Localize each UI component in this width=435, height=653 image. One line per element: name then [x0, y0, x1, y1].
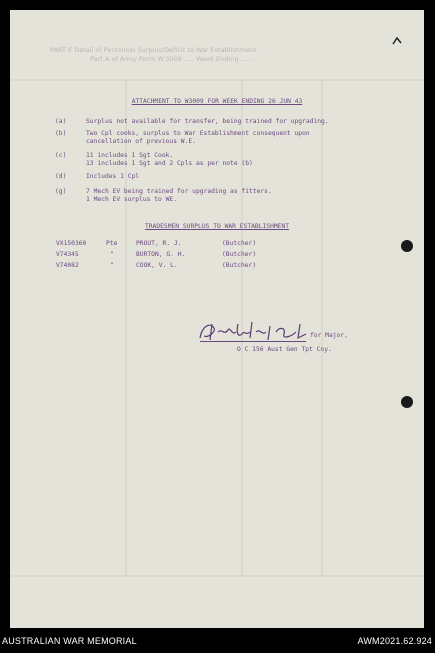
punch-hole: [401, 396, 413, 408]
soldier-name: PROUT, R. J.: [136, 240, 182, 247]
trade: (Butcher): [222, 262, 257, 269]
footer-accession-number: AWM2021.62.924: [357, 636, 432, 646]
soldier-name: BURTON, G. H.: [136, 251, 186, 258]
bleed-through-text: [50, 46, 410, 64]
note-text: 7 Mech EV being trained for upgrading as fitters. 1 Mech EV surplus to WE.: [86, 188, 272, 203]
trade: (Butcher): [222, 240, 257, 247]
rank: ": [110, 262, 114, 269]
document-title: ATTACHMENT TO W3009 FOR WEEK ENDING 26 JUN 43: [131, 98, 303, 105]
signatory-for-major: for Major,: [310, 332, 348, 339]
rank: ": [110, 251, 114, 258]
trade: (Butcher): [222, 251, 257, 258]
punch-hole: [401, 240, 413, 252]
note-label: (c): [55, 152, 67, 159]
tradesmen-heading: TRADESMEN SURPLUS TO WAR ESTABLISHMENT: [144, 223, 290, 230]
paper-clip-mark: [392, 37, 402, 45]
footer-institution: AUSTRALIAN WAR MEMORIAL: [2, 636, 137, 646]
service-number: V74345: [56, 251, 79, 258]
rank: Pte: [106, 240, 118, 247]
soldier-name: COOK, V. L.: [136, 262, 178, 269]
bleed-line-2: Part A of Army Form W.3009 ..... Week Ending ......: [90, 55, 253, 63]
note-label: (g): [55, 188, 67, 195]
signature-underline: [200, 341, 306, 342]
note-text: 11 includes 1 Sgt Cook. 13 includes 1 Sgt and 2 Cpls as per note (b): [86, 152, 253, 167]
document-page: [10, 10, 424, 628]
note-label: (b): [55, 130, 67, 137]
service-number: V74082: [56, 262, 79, 269]
unit-designation: O C 156 Aust Gen Tpt Coy.: [237, 346, 332, 353]
note-text: Surplus not available for transfer, being trained for upgrading.: [86, 118, 329, 125]
note-text: Includes 1 Cpl: [86, 173, 140, 180]
note-text: Two Cpl cooks, surplus to War Establishment consequent upon cancellation of previous W.E.: [86, 130, 310, 145]
note-label: (a): [55, 118, 67, 125]
bleed-line-1: PART E Detail of Personnel Surplus/Deficit to War Establishment: [50, 46, 257, 54]
service-number: VX150360: [56, 240, 87, 247]
note-label: (d): [55, 173, 67, 180]
